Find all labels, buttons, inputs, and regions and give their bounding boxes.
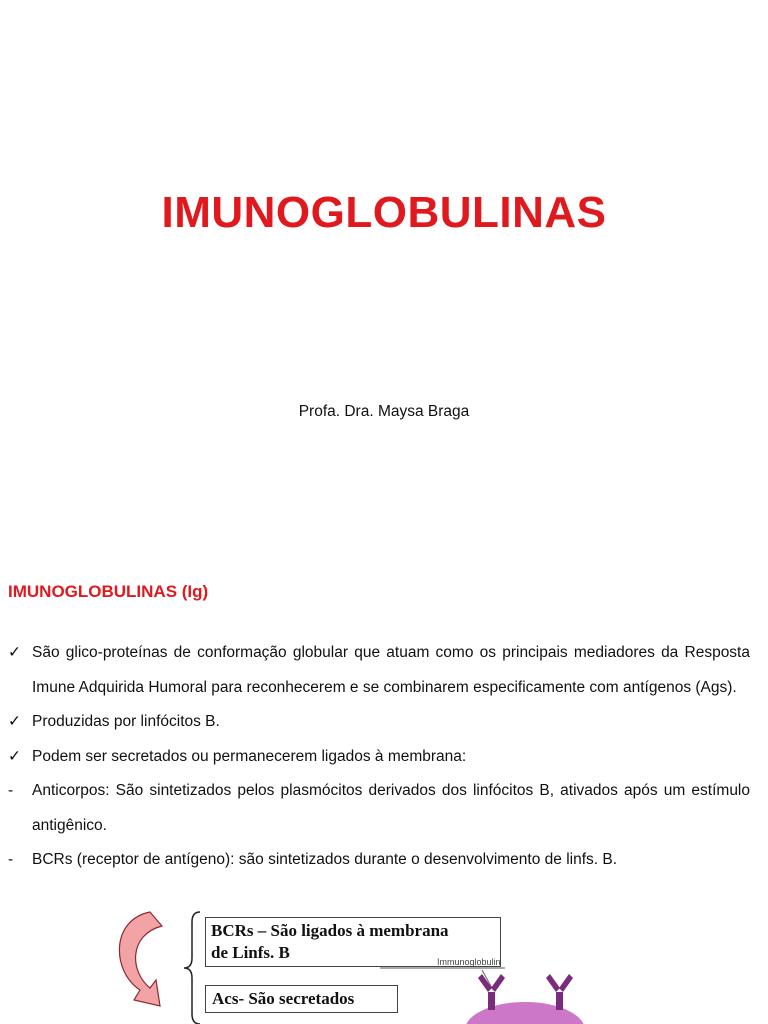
dash-marker: -	[8, 851, 14, 868]
author-name: Profa. Dra. Maysa Braga	[298, 403, 470, 420]
bcrs-line-2: de Linfs. B	[211, 943, 290, 962]
checkmark-icon: ✓	[8, 747, 21, 765]
dash-marker: -	[8, 782, 14, 799]
bcrs-line-1: BCRs – São ligados à membrana	[211, 921, 449, 940]
cell-icon	[465, 1002, 585, 1024]
list-item-text: São glico-proteínas de conformação globular que atuam como os principais mediadores da Resposta Imune Adquirida Humoral para reconhecerem e se combinarem especificamente com antígenos (Ags).	[32, 644, 750, 696]
list-item-text: Produzidas por linfócitos B.	[32, 713, 220, 730]
curved-arrow-icon	[119, 912, 162, 1006]
list-item-text: Podem ser secretados ou permanecerem ligados à membrana:	[32, 747, 467, 765]
acs-box	[205, 985, 398, 1013]
checkmark-icon: ✓	[8, 644, 21, 661]
slide-heading: IMUNOGLOBULINAS (Ig)	[8, 582, 209, 601]
content-slide	[0, 560, 768, 1024]
acs-text: Acs- São secretados	[212, 989, 355, 1008]
immunoglobulin-label: Immunoglobulin	[437, 957, 501, 967]
slide-title: IMUNOGLOBULINAS	[161, 188, 607, 237]
checkmark-icon: ✓	[8, 713, 21, 730]
list-item-text: Anticorpos: São sintetizados pelos plasmócitos derivados dos linfócitos B, ativados após um estímulo antigênico.	[32, 782, 750, 834]
list-item-text: BCRs (receptor de antígeno): são sintetizados durante o desenvolvimento de linfs. B.	[32, 851, 618, 868]
brace-icon	[184, 912, 200, 1024]
